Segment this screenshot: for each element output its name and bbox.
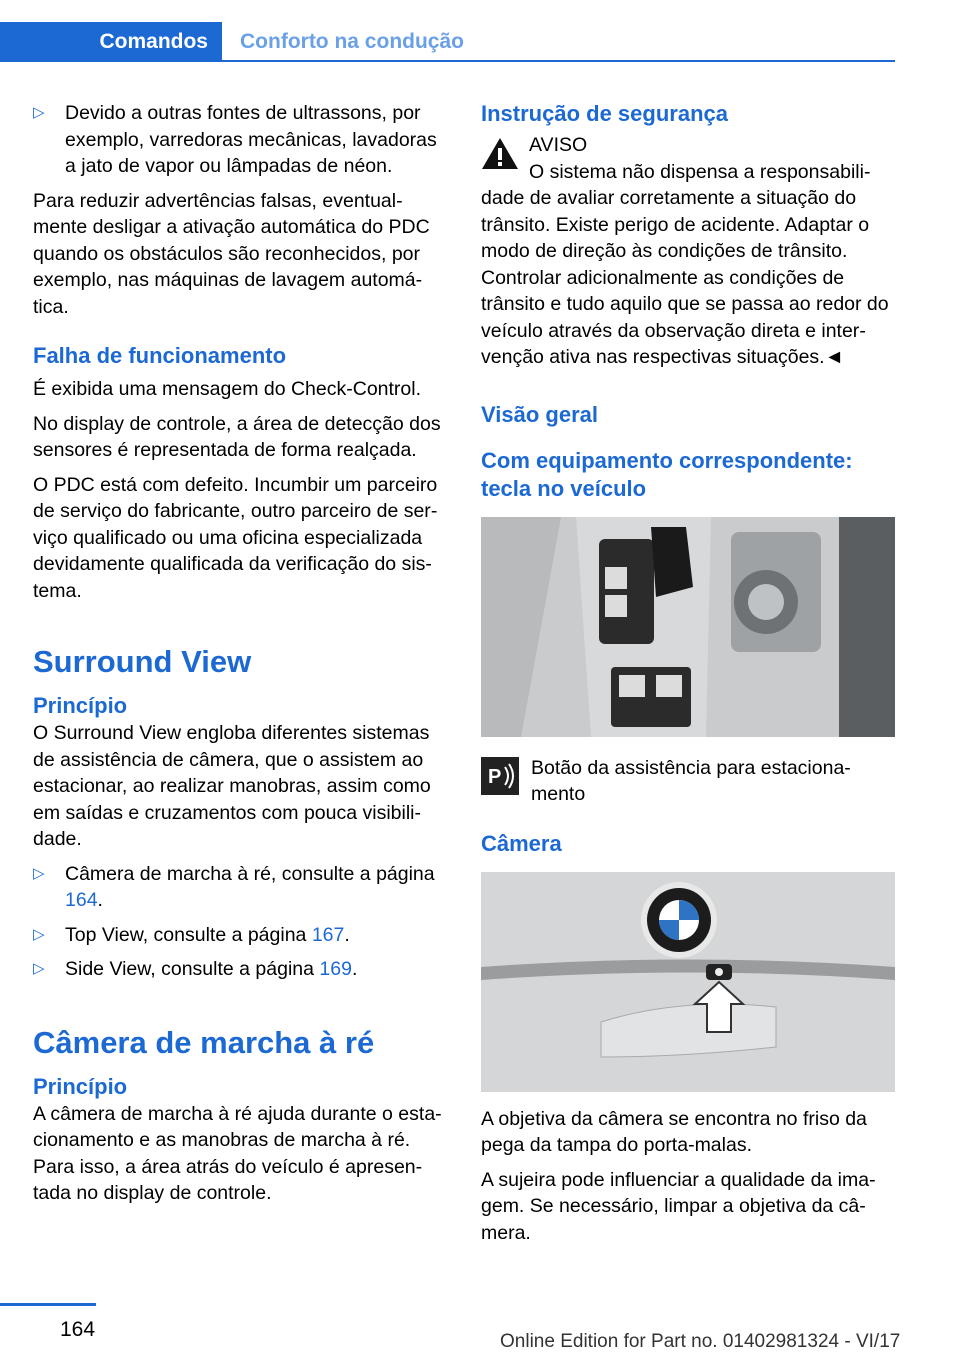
edition-note: Online Edition for Part no. 01402981324 - VI/17 [500, 1331, 901, 1352]
triangle-bullet-icon: ▷ [33, 864, 45, 882]
heading-falha: Falha de funcionamento [33, 343, 287, 368]
section-tab-comandos: Comandos [0, 22, 222, 62]
heading-surround-view: Surround View [33, 644, 252, 679]
console-buttons-photo [481, 517, 895, 737]
heading-principio: Princípio [33, 693, 128, 718]
paragraph: A objetiva da câmera se encontra no friso da pega da tampa do porta-malas. [481, 1107, 867, 1156]
parking-assist-icon [481, 757, 519, 795]
footer-divider [0, 1303, 96, 1306]
heading-camera: Câmera [481, 830, 562, 856]
warning-text: O sistema não dispensa a responsabilidade de avaliar corretamente a situação do trânsito. Existe perigo de acidente. Adaptar o modo de direção às condições de trânsito. Controlar adicionalmente as condições de trânsito e tudo aquilo que se passa ao redor do veículo através da observação direta e intervenção ativa nas respectivas situações.◄ [481, 160, 889, 368]
list-item: ▷ Top View, consulte a página 167. [33, 922, 449, 949]
right-column [481, 100, 895, 1254]
warning-block [481, 132, 895, 371]
paragraph: O Surround View engloba diferentes sistemas de assistência de câmera, que o assistem ao estacionar, ao realizar manobras, assim como em saídas e cruzamentos com pouca visibilidade. [33, 722, 431, 850]
paragraph: A sujeira pode influenciar a qualidade da imagem. Se necessário, limpar a objetiva da câmera. [481, 1168, 876, 1244]
svg-text:P: P [488, 765, 502, 788]
triangle-bullet-icon: ▷ [33, 925, 45, 943]
button-legend [481, 755, 895, 808]
triangle-bullet-icon: ▷ [33, 960, 45, 977]
page-header [0, 0, 895, 62]
warning-triangle-icon [481, 136, 519, 170]
heading-principio: Princípio [33, 1073, 128, 1099]
page-number: 164 [60, 1318, 96, 1341]
paragraph: Para reduzir advertências falsas, eventualmente desligar a ativação automática do PDC quando os obstáculos são reconhecidos, por exemplo, nas máquinas de lavagem automática. [33, 189, 430, 318]
heading-visao-geral: Visão geral [481, 401, 598, 427]
warning-label: AVISO [529, 134, 588, 156]
triangle-bullet-icon: ▷ [33, 104, 45, 121]
paragraph: No display de controle, a área de detecção dos sensores é representada de forma realçada. [33, 412, 441, 461]
header-divider [222, 60, 895, 62]
list-item: ▷ Câmera de marcha à ré, consulte a página 164. [33, 862, 435, 911]
list-item: ▷ Devido a outras fontes de ultrassons, por exemplo, varredoras mecânicas, lavadoras a jato de vapor ou lâmpadas de néon. [33, 102, 437, 177]
left-column [33, 100, 449, 1215]
page-link[interactable]: 169 [319, 958, 352, 980]
heading-camera-re: Câmera de marcha à ré [33, 1024, 375, 1060]
paragraph: A câmera de marcha à ré ajuda durante o estacionamento e as manobras de marcha à ré. Para isso, a área atrás do veículo é apresentada no display de controle. [33, 1102, 442, 1204]
section-tab-conforto: Conforto na condução [240, 30, 464, 53]
paragraph: É exibida uma mensagem do Check-Control. [33, 378, 422, 400]
paragraph: O PDC está com defeito. Incumbir um parceiro de serviço do fabricante, outro parceiro de serviço qualificado ou uma oficina especializada devidamente qualificada da verificação do sistema. [33, 473, 438, 602]
list-item: ▷ Side View, consulte a página 169. [33, 956, 449, 983]
page-link[interactable]: 167 [311, 923, 345, 946]
heading-seguranca: Instrução de segurança [481, 101, 728, 126]
legend-text: Botão da assistência para estacionamento [531, 756, 851, 805]
page-link[interactable]: 164 [65, 889, 98, 911]
trunk-camera-photo [481, 872, 895, 1092]
heading-equipamento: Com equipamento correspondente: tecla no veículo [481, 447, 853, 501]
